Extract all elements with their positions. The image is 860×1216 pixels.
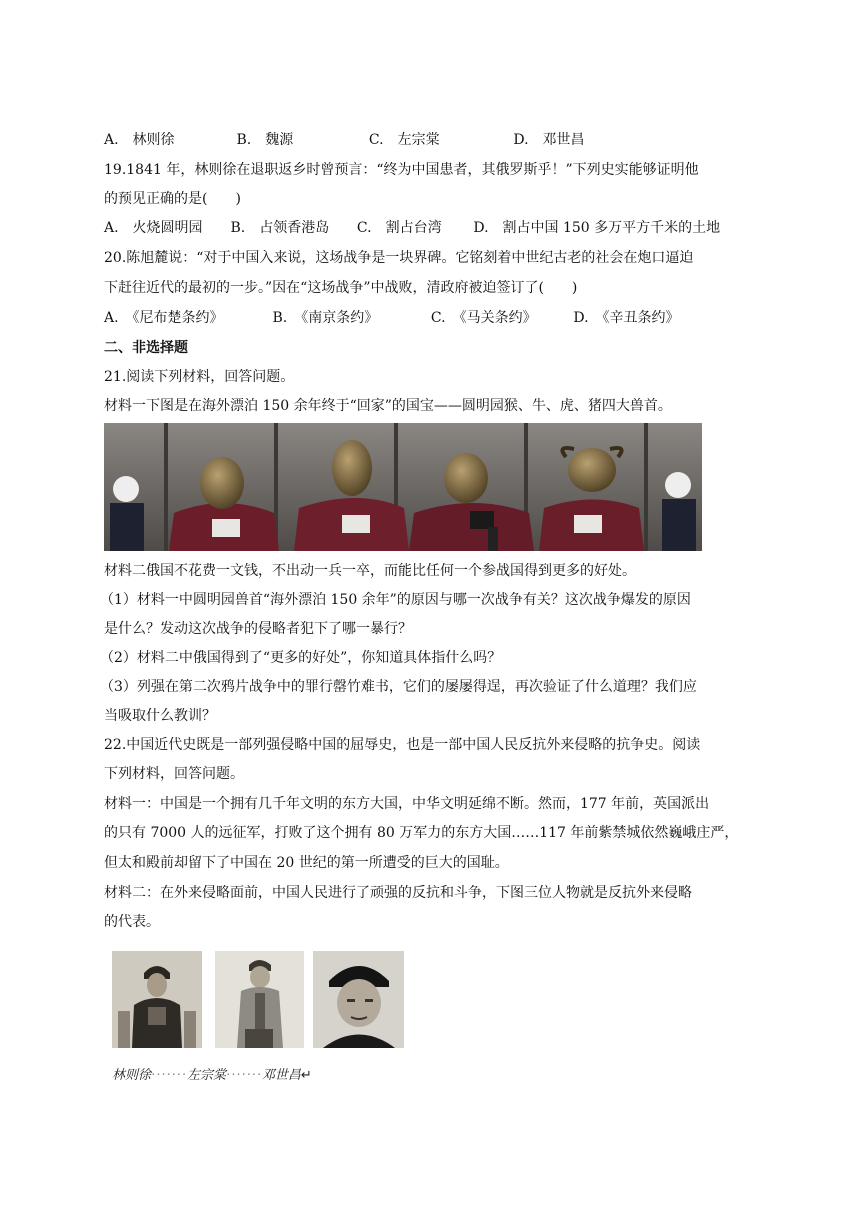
portrait-zuo-zongtang-illustration	[215, 951, 304, 1048]
q20-stem-line2: 下赶往近代的最初的一步。”因在“这场战争”中战败，清政府被迫签订了( )	[104, 280, 578, 296]
q21-material2: 材料二俄国不花费一文钱，不出动一兵一卒，而能比任何一个参战国得到更多的好处。	[104, 563, 636, 579]
q21-material1: 材料一下图是在海外漂泊 150 余年终于“回家”的国宝——圆明园猴、牛、虎、猪四大兽首。	[104, 398, 672, 414]
portrait-zuo-zongtang	[215, 951, 304, 1048]
q19-option-d: D. 割占中国 150 多万平方千米的土地	[473, 220, 721, 236]
q18-option-c: C. 左宗棠	[368, 132, 440, 148]
q21-sub3-line1: （3）列强在第二次鸦片战争中的罪行罄竹难书，它们的屡屡得逞，再次验证了什么道理？我们应	[100, 679, 697, 695]
q21-sub3-line2: 当吸取什么教训？	[104, 708, 216, 724]
q20-option-d: D. 《辛丑条约》	[573, 310, 680, 326]
q21-sub2: （2）材料二中俄国得到了“更多的好处”，你知道具体指什么吗？	[100, 650, 502, 666]
portrait-caption	[112, 1064, 312, 1083]
caption-dots-2: ·······	[225, 1068, 262, 1083]
portrait-lin-zexu	[112, 951, 202, 1048]
q20-option-b: B. 《南京条约》	[272, 310, 379, 326]
q22-stem-line2: 下列材料，回答问题。	[104, 766, 244, 782]
q22-material2-line2: 的代表。	[104, 914, 160, 930]
zodiac-heads-illustration	[104, 423, 702, 551]
q21-sub1-line1: （1）材料一中圆明园兽首“海外漂泊 150 余年”的原因与哪一次战争有关？这次战争爆发的原因	[100, 592, 691, 608]
q22-stem-line1: 22.中国近代史既是一部列强侵略中国的屈辱史，也是一部中国人民反抗外来侵略的抗争史。阅读	[104, 737, 701, 753]
q19-option-a: A. 火烧圆明园	[104, 220, 203, 236]
q20-option-a: A. 《尼布楚条约》	[104, 310, 224, 326]
q19-option-c: C. 割占台湾	[356, 220, 442, 236]
q18-option-a: A. 林则徐	[104, 132, 175, 148]
q18-option-d: D. 邓世昌	[513, 132, 585, 148]
q22-material1-line3: 但太和殿前却留下了中国在 20 世纪的第一所遭受的巨大的国耻。	[104, 855, 509, 871]
portrait-lin-zexu-illustration	[112, 951, 202, 1048]
q22-material2-line1: 材料二：在外来侵略面前，中国人民进行了顽强的反抗和斗争，下图三位人物就是反抗外来侵略	[104, 885, 692, 901]
q18-option-b: B. 魏源	[236, 132, 294, 148]
q22-material1-line1: 材料一：中国是一个拥有几千年文明的东方大国，中华文明延绵不断。然而，177 年前，英国派出	[104, 796, 710, 812]
caption-dots-1: ·······	[151, 1068, 187, 1083]
q19-stem-line1: 19.1841 年，林则徐在退职返乡时曾预言：“终为中国患者，其俄罗斯乎！”下列史实能够证明他	[104, 162, 699, 178]
q20-stem-line1: 20.陈旭麓说：“对于中国入来说，这场战争是一块界碑。它铭刻着中世纪古老的社会在炮口逼迫	[104, 250, 694, 266]
q20-options	[104, 308, 680, 328]
zodiac-heads-photo	[104, 423, 702, 551]
q19-options	[104, 218, 720, 238]
portrait-deng-shichang	[313, 951, 404, 1048]
caption-zuo-zongtang: 左宗棠	[186, 1068, 226, 1083]
caption-deng-shichang: 邓世昌↵	[261, 1068, 312, 1083]
q21-intro: 21.阅读下列材料，回答问题。	[104, 369, 295, 385]
section-title: 二、非选择题	[104, 340, 188, 356]
q22-material1-line2: 的只有 7000 人的远征军，打败了这个拥有 80 万军力的东方大国……117 年前紫禁城依然巍峨庄严，	[104, 825, 739, 841]
caption-lin-zexu: 林则徐	[112, 1068, 152, 1083]
q20-option-c: C. 《马关条约》	[430, 310, 537, 326]
portrait-deng-shichang-illustration	[313, 951, 404, 1048]
q21-sub1-line2: 是什么？发动这次战争的侵略者犯下了哪一暴行？	[104, 621, 412, 637]
q19-stem-line2: 的预见正确的是( )	[104, 191, 241, 207]
q19-option-b: B. 占领香港岛	[230, 220, 330, 236]
q18-options	[104, 130, 585, 150]
